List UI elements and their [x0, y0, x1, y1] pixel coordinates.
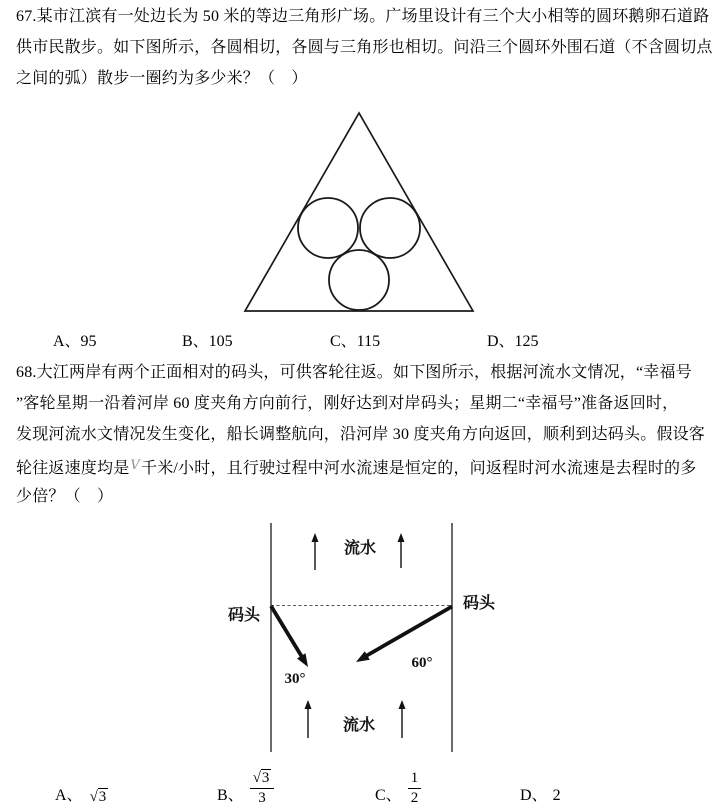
text-line — [16, 450, 716, 481]
q67-option-c: C、115 — [330, 333, 381, 350]
angle-label-30: 30° — [284, 671, 306, 687]
q68-option-c — [375, 764, 421, 806]
fraction-expression — [408, 769, 422, 806]
fraction-numerator: 1 — [408, 769, 422, 789]
radicand: 3 — [261, 770, 270, 786]
river-crossing-diagram — [215, 515, 515, 765]
q68-option-b — [217, 764, 274, 806]
radical-sign: √ — [252, 770, 261, 786]
dock-label-left: 码头 — [227, 607, 260, 624]
angle-label-60: 60° — [411, 655, 433, 671]
water-label-top: 流水 — [343, 540, 377, 557]
text-line: 发现河流水文情况发生变化，船长调整航向，沿河岸 30 度夹角方向返回，顺利到达码头。假设客 — [16, 426, 706, 443]
q68-option-a — [55, 764, 108, 806]
water-label-bottom: 流水 — [342, 717, 376, 734]
q67-option-d: D、125 — [487, 333, 539, 350]
q68-option-d — [520, 764, 561, 806]
sqrt-expression — [90, 788, 109, 806]
circle-top-left — [298, 198, 358, 258]
text-segment: 轮往返速度均是 — [16, 460, 130, 477]
option-letter: D、 — [520, 787, 548, 804]
q67-option-b: B、105 — [182, 333, 233, 350]
circle-top-right — [360, 198, 420, 258]
option-letter: C、 — [375, 787, 402, 804]
triangle-outline — [245, 113, 473, 311]
speed-variable-v: V — [130, 458, 140, 473]
option-letter: A、 — [55, 787, 83, 804]
text-line: 供市民散步。如下图所示，各圆相切，各圆与三角形也相切。问沿三个圆环外围石道（不含圆切点 — [16, 39, 713, 56]
radical-sign: √ — [89, 789, 98, 805]
option-letter: B、 — [217, 787, 244, 804]
outbound-course-arrow — [356, 607, 452, 663]
radicand: 3 — [98, 789, 107, 805]
text-segment: 千米/小时，且行驶过程中河水流速是恒定的，问返程时河水流速是去程时的多 — [141, 460, 697, 477]
circle-bottom — [329, 250, 389, 310]
fraction-numerator — [250, 769, 275, 789]
text-line: 少倍？（ ） — [16, 488, 114, 505]
dock-label-right: 码头 — [463, 595, 496, 612]
fraction-denominator: 2 — [410, 790, 419, 806]
q67-option-a: A、95 — [53, 333, 97, 350]
text-line: 67.某市江滨有一处边长为 50 米的等边三角形广场。广场里设计有三个大小相等的圆环鹅卵石道路 — [16, 8, 710, 25]
triangle-circles-diagram — [230, 105, 490, 317]
return-course-arrow — [271, 606, 308, 667]
text-line: 68.大江两岸有两个正面相对的码头，可供客轮往返。如下图所示，根据河流水文情况，“幸福号 — [16, 364, 692, 381]
text-line: ”客轮星期一沿着河岸 60 度夹角方向前行，刚好达到对岸码头；星期二“幸福号”准备返回时， — [16, 395, 679, 412]
text-line: 之间的弧）散步一圈约为多少米？（ ） — [16, 70, 308, 87]
fraction-denominator: 3 — [258, 790, 266, 806]
option-value: 2 — [552, 787, 561, 804]
question-67-text — [16, 1, 716, 94]
question-68-text — [16, 357, 716, 512]
fraction-expression — [250, 769, 275, 806]
